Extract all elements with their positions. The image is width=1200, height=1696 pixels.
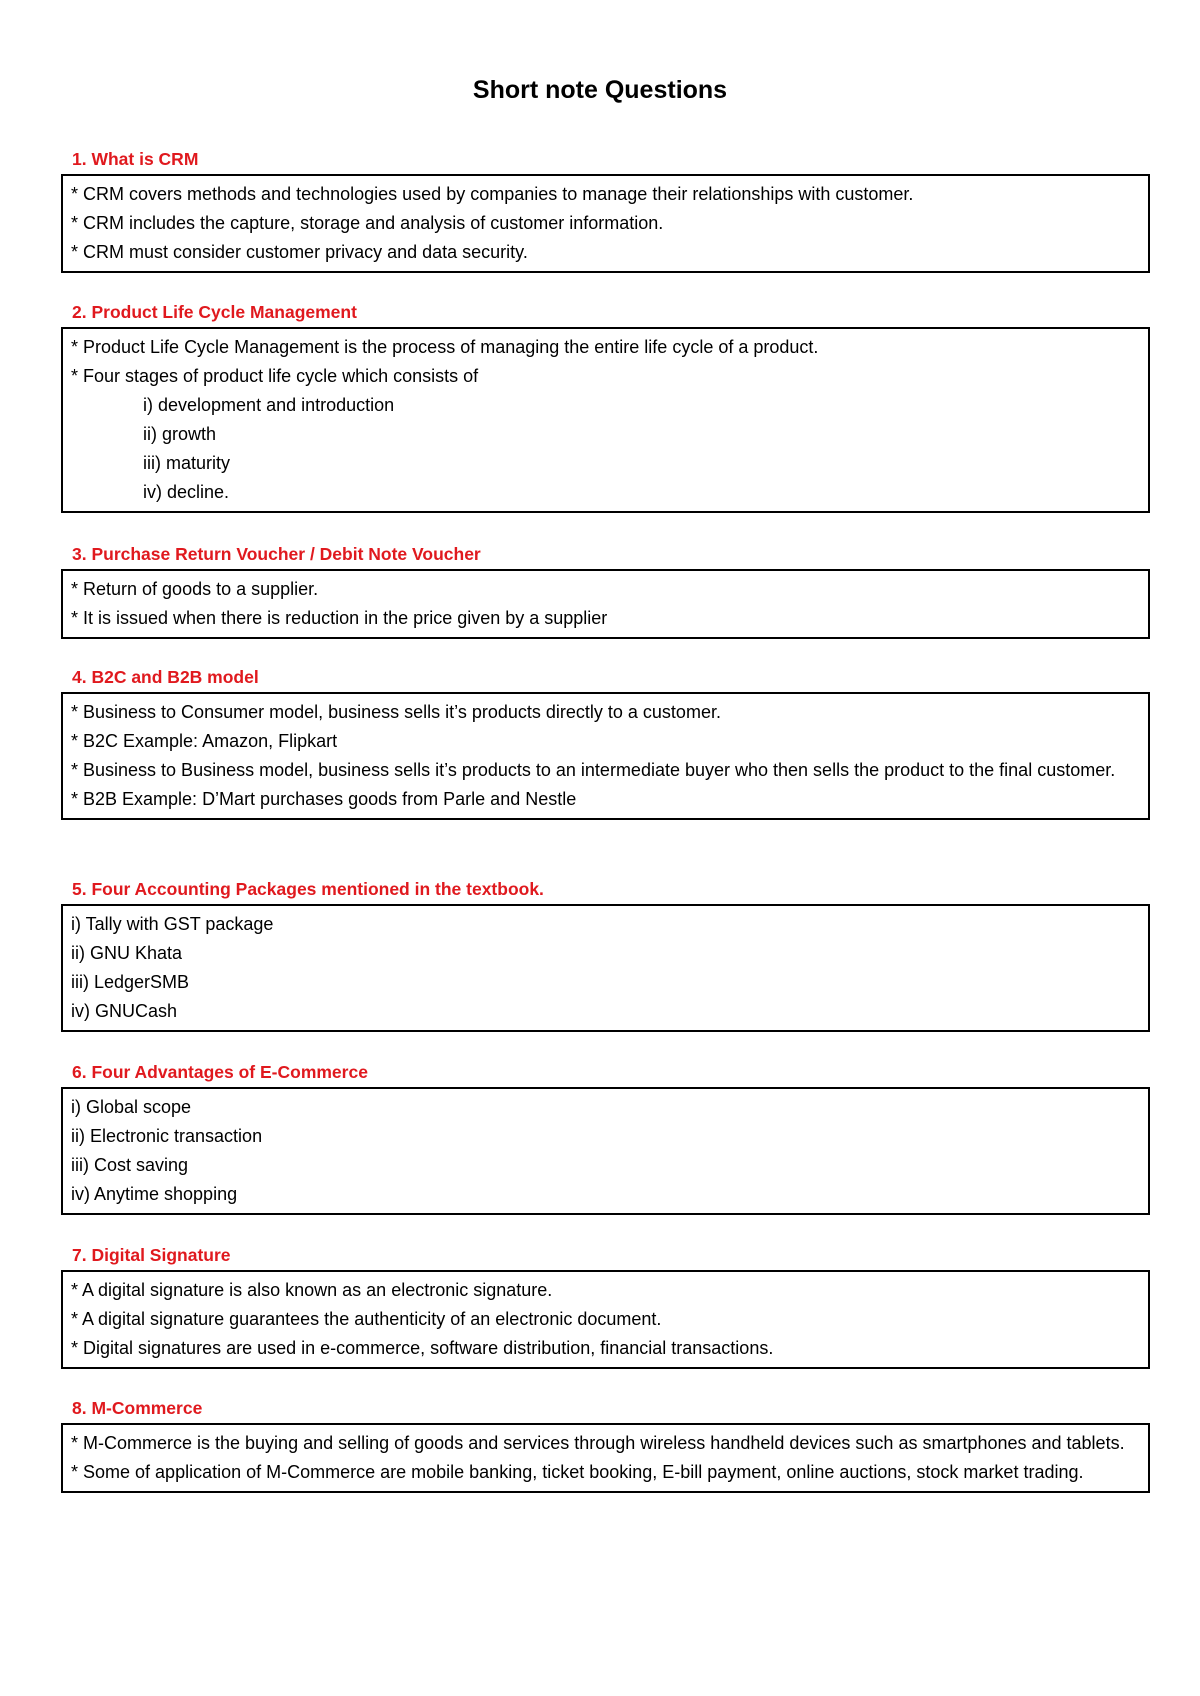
answer-line: * A digital signature is also known as an electronic signature.	[71, 1280, 553, 1300]
answer-line: ii) Electronic transaction	[71, 1126, 263, 1146]
answer-line: * B2C Example: Amazon, Flipkart	[71, 731, 338, 751]
page-title: Short note Questions	[472, 76, 728, 104]
answer-line: * Some of application of M-Commerce are mobile banking, ticket booking, E-bill payment, online auctions, stock market trading.	[71, 1462, 1084, 1482]
answer-line: iv) GNUCash	[71, 1001, 178, 1021]
answer-line: * It is issued when there is reduction in the price given by a supplier	[71, 608, 608, 628]
section-digital-signature	[61, 1244, 1150, 1369]
section-heading: 6. Four Advantages of E-Commerce	[72, 1062, 368, 1082]
section-heading: 2. Product Life Cycle Management	[72, 302, 357, 322]
answer-sub-item: i) development and introduction	[143, 395, 395, 415]
answer-sub-item: iv) decline.	[143, 482, 230, 502]
section-ecommerce-advantages	[61, 1061, 1150, 1215]
answer-box	[61, 904, 1150, 1032]
section-product-life-cycle	[61, 301, 1150, 513]
answer-box	[61, 1423, 1150, 1493]
section-m-commerce	[61, 1397, 1150, 1493]
answer-line: * Business to Consumer model, business sells it’s products directly to a customer.	[71, 702, 721, 722]
answer-line: * B2B Example: D’Mart purchases goods from Parle and Nestle	[71, 789, 577, 809]
answer-line: iii) Cost saving	[71, 1155, 189, 1175]
section-purchase-return	[61, 543, 1150, 639]
answer-line: * Business to Business model, business sells it’s products to an intermediate buyer who then sells the product to the final customer.	[71, 760, 1116, 780]
answer-sub-item: iii) maturity	[143, 453, 231, 473]
answer-box	[61, 1087, 1150, 1215]
answer-line: * Four stages of product life cycle which consists of	[71, 366, 479, 386]
answer-box	[61, 174, 1150, 273]
answer-line: i) Global scope	[71, 1097, 192, 1117]
section-crm	[61, 148, 1150, 273]
section-heading: 5. Four Accounting Packages mentioned in the textbook.	[72, 879, 544, 899]
answer-box	[61, 692, 1150, 820]
answer-box	[61, 569, 1150, 639]
section-accounting-packages	[61, 878, 1150, 1032]
section-heading: 7. Digital Signature	[72, 1245, 231, 1265]
answer-line: * CRM includes the capture, storage and analysis of customer information.	[71, 213, 664, 233]
answer-line: * M-Commerce is the buying and selling of goods and services through wireless handheld devices such as smartphones and tablets.	[71, 1433, 1125, 1453]
answer-line: * CRM must consider customer privacy and data security.	[71, 242, 528, 262]
answer-sub-item: ii) growth	[143, 424, 217, 444]
section-heading: 4. B2C and B2B model	[72, 667, 259, 687]
section-b2c-b2b	[61, 666, 1150, 820]
answer-line: iv) Anytime shopping	[71, 1184, 238, 1204]
answer-line: * Digital signatures are used in e-commerce, software distribution, financial transactions.	[71, 1338, 774, 1358]
answer-box	[61, 1270, 1150, 1369]
section-heading: 3. Purchase Return Voucher / Debit Note Voucher	[72, 544, 481, 564]
answer-line: i) Tally with GST package	[71, 914, 274, 934]
answer-box	[61, 327, 1150, 513]
answer-line: * A digital signature guarantees the authenticity of an electronic document.	[71, 1309, 662, 1329]
section-heading: 1. What is CRM	[72, 149, 199, 169]
section-heading: 8. M-Commerce	[72, 1398, 203, 1418]
answer-line: * CRM covers methods and technologies used by companies to manage their relationships with customer.	[71, 184, 914, 204]
answer-line: * Product Life Cycle Management is the process of managing the entire life cycle of a product.	[71, 337, 819, 357]
answer-line: * Return of goods to a supplier.	[71, 579, 319, 599]
answer-line: iii) LedgerSMB	[71, 972, 190, 992]
answer-line: ii) GNU Khata	[71, 943, 183, 963]
